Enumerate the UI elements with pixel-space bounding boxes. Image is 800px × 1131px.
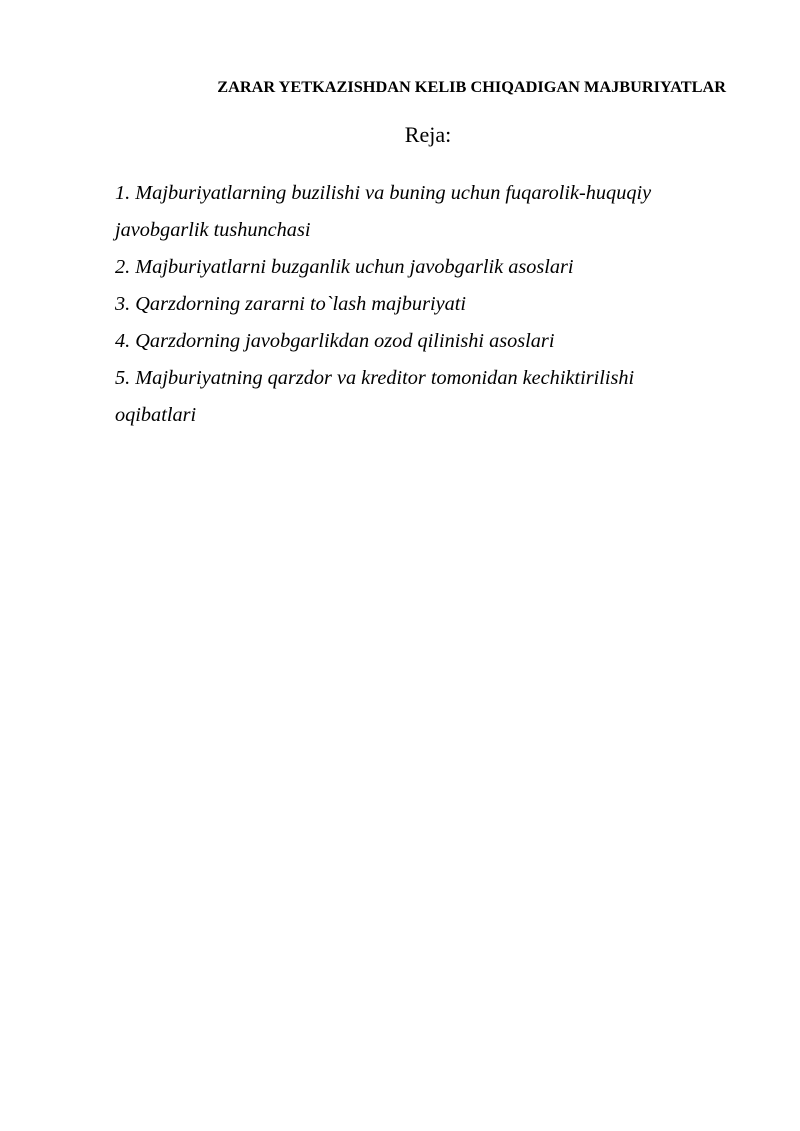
plan-list bbox=[115, 175, 715, 434]
plan-item-1: 1. Majburiyatlarning buzilishi va buning uchun fuqarolik-huquqiy javobgarlik tushunchasi bbox=[115, 182, 652, 241]
plan-item-3: 3. Qarzdorning zararni to`lash majburiyati bbox=[115, 293, 467, 315]
plan-item-2: 2. Majburiyatlarni buzganlik uchun javobgarlik asoslari bbox=[115, 256, 574, 278]
plan-item-4: 4. Qarzdorning javobgarlikdan ozod qilinishi asoslari bbox=[115, 330, 555, 352]
plan-item-5: 5. Majburiyatning qarzdor va kreditor tomonidan kechiktirilishi oqibatlari bbox=[115, 367, 635, 426]
plan-heading: Reja: bbox=[404, 122, 452, 147]
document-title: ZARAR YETKAZISHDAN KELIB CHIQADIGAN MAJBURIYATLAR bbox=[217, 77, 726, 96]
